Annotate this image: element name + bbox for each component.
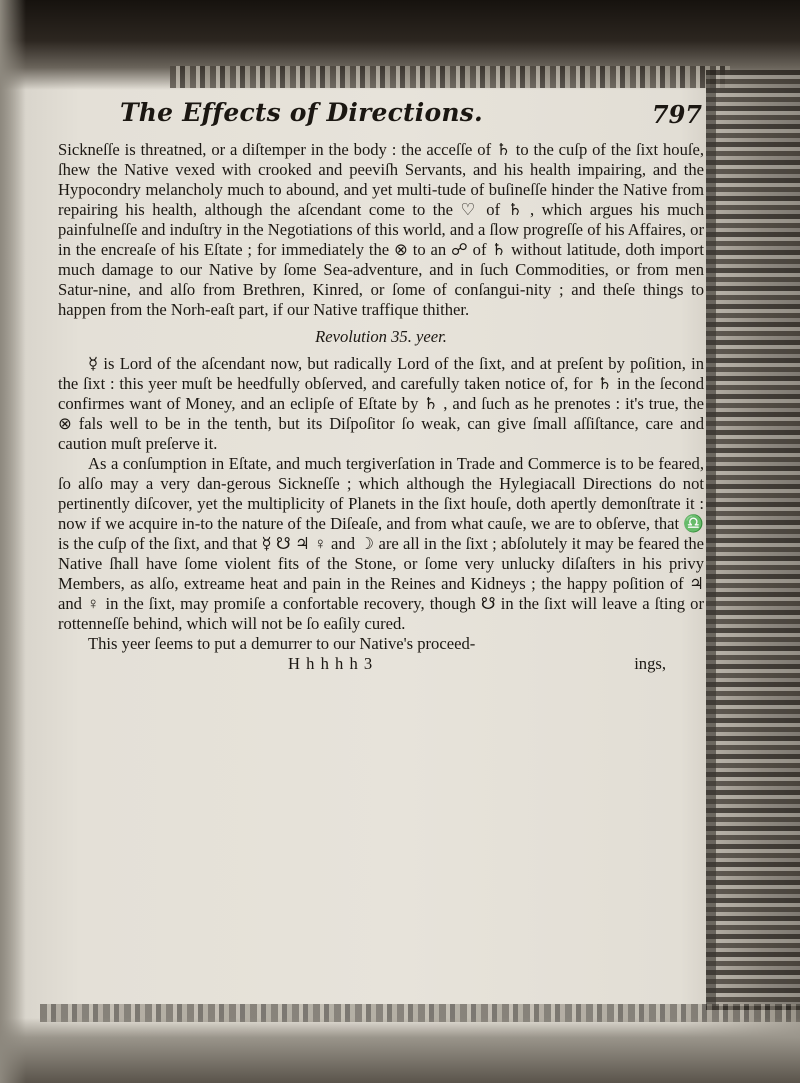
page-header <box>120 98 710 138</box>
page-number: 797 <box>651 100 702 129</box>
paragraph-4: This yeer ſeems to put a demurrer to our Native's proceed- <box>88 634 476 653</box>
scan-bottom-edge <box>0 1018 800 1083</box>
catchword: ings, <box>634 654 666 673</box>
ornamental-right-border <box>706 70 800 1010</box>
ornamental-top-border <box>170 66 730 88</box>
paragraph-3: As a conſumption in Eſtate, and much tergiverſation in Trade and Commerce is to be feared, ſo alſo may a very dan-gerous Sickneſſe ; which although the Hylegiacall Directions do not pertinently diſcover, yet the multiplicity of Planets in the ſixt houſe, doth apertly demonſtrate it : now if we acquire in-to the nature of the Diſeaſe, and from what cauſe, we are to obſerve, that ♎ is the cuſp of the ſixt, and that ☿ ☋ ♃ ♀ and ☽ are all in the ſixt ; abſolutely it may be feared the Native ſhall have ſome violent fits of the Stone, or ſome very unlucky diſaſters in his privy Members, as alſo, extreame heat and pain in the Reines and Kidneys ; the happy poſition of ♃ and ♀ in the ſixt, may promiſe a confortable recovery, though ☋ in the ſixt will leave a ſting or rottenneſſe behind, which will not be ſo eaſily cured. <box>58 454 704 633</box>
signature-mark: H h h h h 3 <box>288 654 374 673</box>
paragraph-2: ☿ is Lord of the aſcendant now, but radically Lord of the ſixt, and at preſent by poſition, in the ſixt : this yeer muſt be heedfully obſerved, and carefully taken notice of, for ♄ in the ſecond confirmes want of Money, and an eclipſe of Eſtate by ♄ , and ſuch as he prenotes : it's true, the ⊗ fals well to be in the tenth, but its Diſpoſitor ſo weak, can give ſmall aſſiſtance, care and caution muſt preſerve it. <box>58 354 704 453</box>
page-footer <box>58 654 704 674</box>
gutter-shadow <box>0 0 26 1083</box>
page-body <box>58 140 704 674</box>
running-head: The Effects of Directions. <box>120 98 483 127</box>
section-heading: Revolution 35. yeer. <box>315 327 447 346</box>
paragraph-1: Sickneſſe is threatned, or a diſtemper in the body : the acceſſe of ♄ to the cuſp of the ſixt houſe, ſhew the Native vexed with crooked and peeviſh Servants, and his health impairing, and the Hypocondry melancholy much to abound, and yet multi-tude of buſineſſe hinder the Native from repairing his health, although the aſcendant come to the ♡ of ♄ , which argues his much painfulneſſe and induſtry in the Negotiations of this world, and a ſlow progreſſe of his Affaires, or in the encreaſe of his Eſtate ; for immediately the ⊗ to an ☍ of ♄ without latitude, doth import much damage to our Native by ſome Sea-adventure, and in ſuch Commodities, or from men Satur-nine, and alſo from Brethren, Kinred, or ſome of conſangui-nity ; and theſe things to happen from the Norh-eaſt part, if our Native traffique thither. <box>58 140 704 319</box>
